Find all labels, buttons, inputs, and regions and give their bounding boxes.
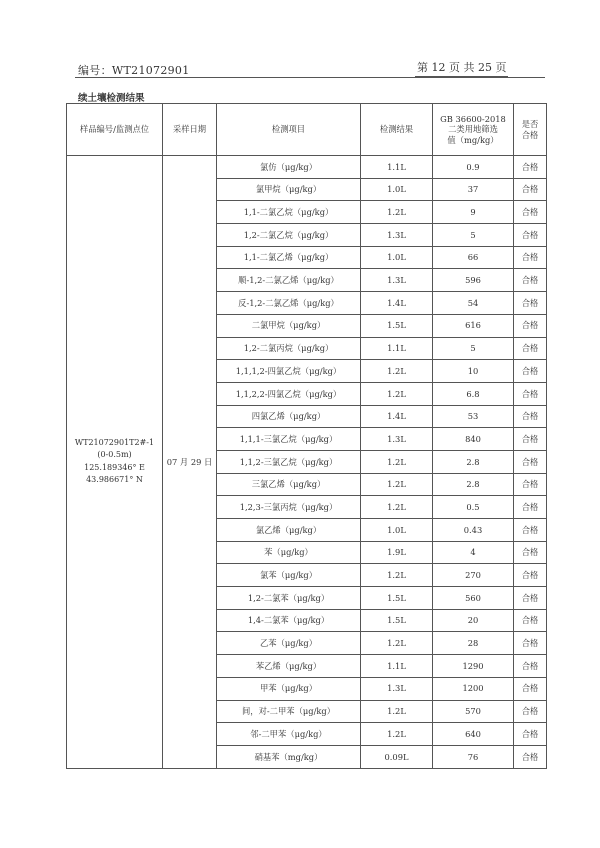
- document-number: 编号：WT21072901: [78, 64, 190, 77]
- limit-cell: 28: [433, 632, 514, 655]
- pass-cell: 合格: [514, 382, 547, 405]
- pass-cell: 合格: [514, 632, 547, 655]
- result-cell: 1.2L: [361, 632, 433, 655]
- limit-cell: 10: [433, 360, 514, 383]
- header-result: 检测结果: [361, 104, 433, 156]
- header-standard: [433, 104, 514, 156]
- pass-cell: 合格: [514, 723, 547, 746]
- header-pass-line2: 合格: [521, 129, 539, 140]
- limit-cell: 20: [433, 609, 514, 632]
- table-header-row: [67, 104, 547, 156]
- result-cell: 1.2L: [361, 723, 433, 746]
- limit-cell: 5: [433, 337, 514, 360]
- result-cell: 1.9L: [361, 541, 433, 564]
- item-cell: 四氯乙烯（μg/kg）: [217, 405, 361, 428]
- item-cell: 1,2-二氯丙烷（μg/kg）: [217, 337, 361, 360]
- pass-cell: 合格: [514, 564, 547, 587]
- limit-cell: 640: [433, 723, 514, 746]
- pass-cell: 合格: [514, 314, 547, 337]
- pass-cell: 合格: [514, 519, 547, 542]
- sample-id-cell: [67, 156, 163, 769]
- sample-line3: 125.189346° E: [84, 462, 145, 472]
- sample-line1: WT21072901T2#-1: [74, 438, 155, 447]
- item-cell: 氯乙烯（μg/kg）: [217, 519, 361, 542]
- limit-cell: 2.8: [433, 473, 514, 496]
- item-cell: 1,1-二氯乙烷（μg/kg）: [217, 201, 361, 224]
- item-cell: 间，对-二甲苯（μg/kg）: [217, 700, 361, 723]
- limit-cell: 1200: [433, 677, 514, 700]
- pass-cell: 合格: [514, 473, 547, 496]
- header-pass-line1: 是否: [521, 119, 539, 130]
- result-cell: 1.1L: [361, 156, 433, 179]
- pass-cell: 合格: [514, 292, 547, 315]
- sample-line2: (0-0.5m): [97, 450, 132, 460]
- result-cell: 1.4L: [361, 405, 433, 428]
- result-cell: 1.2L: [361, 700, 433, 723]
- result-cell: 1.2L: [361, 382, 433, 405]
- pass-cell: 合格: [514, 246, 547, 269]
- header-divider: [75, 77, 545, 78]
- result-cell: 1.3L: [361, 224, 433, 247]
- item-cell: 苯（μg/kg）: [217, 541, 361, 564]
- pass-cell: 合格: [514, 224, 547, 247]
- result-cell: 1.2L: [361, 360, 433, 383]
- limit-cell: 560: [433, 587, 514, 610]
- pass-cell: 合格: [514, 428, 547, 451]
- item-cell: 顺-1,2-二氯乙烯（μg/kg）: [217, 269, 361, 292]
- limit-cell: 6.8: [433, 382, 514, 405]
- pass-cell: 合格: [514, 269, 547, 292]
- limit-cell: 54: [433, 292, 514, 315]
- limit-cell: 2.8: [433, 450, 514, 473]
- header-date: 采样日期: [163, 104, 217, 156]
- limit-cell: 0.5: [433, 496, 514, 519]
- header-standard-line1: GB 36600-2018: [440, 113, 506, 124]
- result-cell: 1.1L: [361, 655, 433, 678]
- item-cell: 硝基苯（mg/kg）: [217, 745, 361, 768]
- item-cell: 1,1,1-三氯乙烷（μg/kg）: [217, 428, 361, 451]
- item-cell: 1,2,3-三氯丙烷（μg/kg）: [217, 496, 361, 519]
- item-cell: 1,2-二氯乙烷（μg/kg）: [217, 224, 361, 247]
- item-cell: 1,1,1,2-四氯乙烷（μg/kg）: [217, 360, 361, 383]
- item-cell: 1,4-二氯苯（μg/kg）: [217, 609, 361, 632]
- result-cell: 1.0L: [361, 519, 433, 542]
- limit-cell: 76: [433, 745, 514, 768]
- item-cell: 氯甲烷（μg/kg）: [217, 178, 361, 201]
- limit-cell: 596: [433, 269, 514, 292]
- result-cell: 1.0L: [361, 178, 433, 201]
- header-item: 检测项目: [217, 104, 361, 156]
- result-cell: 1.5L: [361, 314, 433, 337]
- limit-cell: 5: [433, 224, 514, 247]
- limit-cell: 0.43: [433, 519, 514, 542]
- result-cell: 1.3L: [361, 428, 433, 451]
- result-cell: 0.09L: [361, 745, 433, 768]
- soil-results-table: [66, 103, 547, 769]
- item-cell: 三氯乙烯（μg/kg）: [217, 473, 361, 496]
- item-cell: 1,1,2-三氯乙烷（μg/kg）: [217, 450, 361, 473]
- limit-cell: 66: [433, 246, 514, 269]
- pass-cell: 合格: [514, 700, 547, 723]
- result-cell: 1.5L: [361, 587, 433, 610]
- result-cell: 1.3L: [361, 269, 433, 292]
- pass-cell: 合格: [514, 655, 547, 678]
- pass-cell: 合格: [514, 201, 547, 224]
- header-standard-line3: 值（mg/kg）: [447, 134, 499, 145]
- sampling-date-cell: 07 月 29 日: [163, 156, 217, 769]
- result-cell: 1.1L: [361, 337, 433, 360]
- page-info: 第 12 页 共 25 页: [415, 59, 508, 77]
- pass-cell: 合格: [514, 178, 547, 201]
- result-cell: 1.0L: [361, 246, 433, 269]
- pass-cell: 合格: [514, 587, 547, 610]
- item-cell: 乙苯（μg/kg）: [217, 632, 361, 655]
- item-cell: 苯乙烯（μg/kg）: [217, 655, 361, 678]
- item-cell: 氯苯（μg/kg）: [217, 564, 361, 587]
- pass-cell: 合格: [514, 496, 547, 519]
- pass-cell: 合格: [514, 405, 547, 428]
- sample-line4: 43.986671° N: [86, 475, 143, 485]
- pass-cell: 合格: [514, 450, 547, 473]
- result-cell: 1.2L: [361, 450, 433, 473]
- item-cell: 甲苯（μg/kg）: [217, 677, 361, 700]
- pass-cell: 合格: [514, 745, 547, 768]
- header-pass: [514, 104, 547, 156]
- table-row: [67, 156, 547, 179]
- pass-cell: 合格: [514, 360, 547, 383]
- item-cell: 反-1,2-二氯乙烯（μg/kg）: [217, 292, 361, 315]
- result-cell: 1.2L: [361, 201, 433, 224]
- result-cell: 1.5L: [361, 609, 433, 632]
- result-cell: 1.2L: [361, 473, 433, 496]
- limit-cell: 270: [433, 564, 514, 587]
- pass-cell: 合格: [514, 337, 547, 360]
- pass-cell: 合格: [514, 541, 547, 564]
- limit-cell: 53: [433, 405, 514, 428]
- result-cell: 1.2L: [361, 496, 433, 519]
- item-cell: 1,1-二氯乙烯（μg/kg）: [217, 246, 361, 269]
- item-cell: 氯仿（μg/kg）: [217, 156, 361, 179]
- limit-cell: 1290: [433, 655, 514, 678]
- limit-cell: 616: [433, 314, 514, 337]
- limit-cell: 4: [433, 541, 514, 564]
- item-cell: 1,2-二氯苯（μg/kg）: [217, 587, 361, 610]
- limit-cell: 9: [433, 201, 514, 224]
- result-cell: 1.3L: [361, 677, 433, 700]
- result-cell: 1.2L: [361, 564, 433, 587]
- section-title: 续土壤检测结果: [78, 93, 145, 104]
- header-standard-line2: 二类用地筛选: [448, 124, 498, 135]
- limit-cell: 37: [433, 178, 514, 201]
- limit-cell: 840: [433, 428, 514, 451]
- limit-cell: 0.9: [433, 156, 514, 179]
- header-sample: 样品编号/监测点位: [67, 104, 163, 156]
- limit-cell: 570: [433, 700, 514, 723]
- item-cell: 1,1,2,2-四氯乙烷（μg/kg）: [217, 382, 361, 405]
- result-cell: 1.4L: [361, 292, 433, 315]
- item-cell: 邻-二甲苯（μg/kg）: [217, 723, 361, 746]
- pass-cell: 合格: [514, 156, 547, 179]
- pass-cell: 合格: [514, 677, 547, 700]
- item-cell: 二氯甲烷（μg/kg）: [217, 314, 361, 337]
- pass-cell: 合格: [514, 609, 547, 632]
